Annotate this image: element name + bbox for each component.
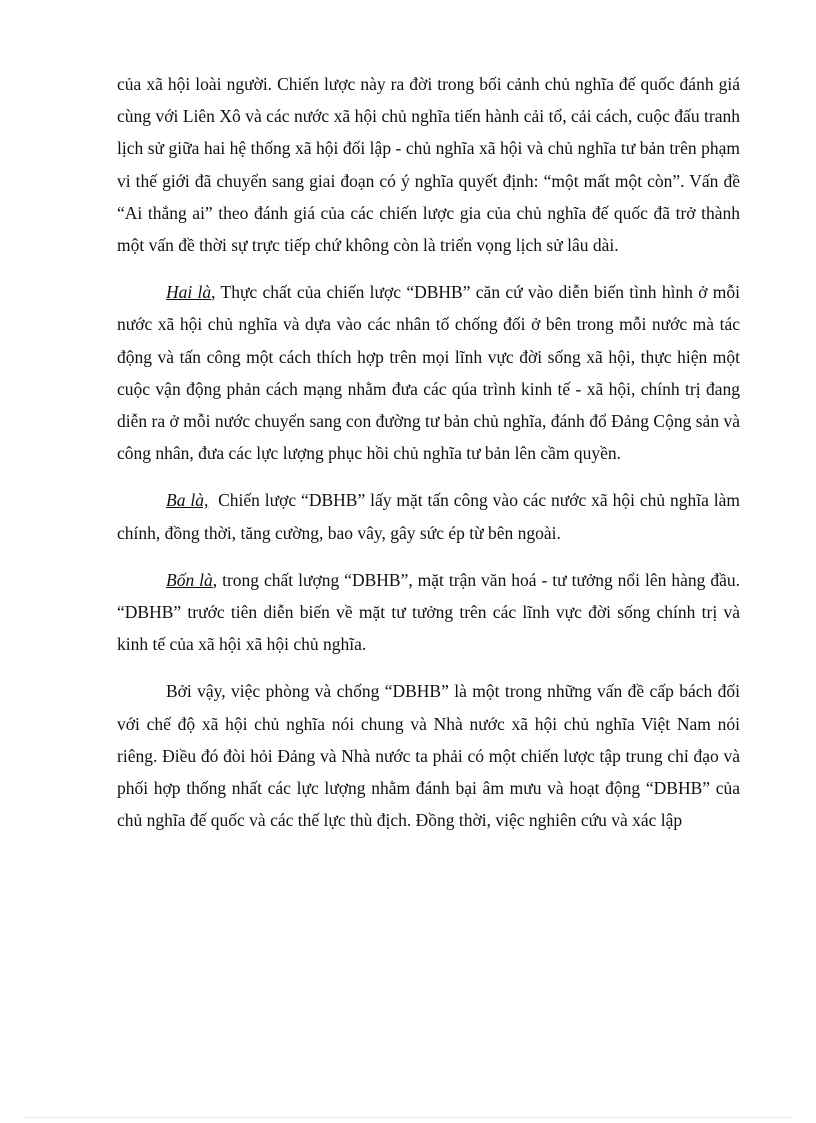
document-body: [117, 68, 745, 836]
paragraph-text: Chiến lược “DBHB” lấy mặt tấn công vào các nước xã hội chủ nghĩa làm chính, đồng thời, tăng cường, bao vây, gây sức ép từ bên ngoài.: [117, 490, 745, 543]
paragraph-lead: Bốn là: [166, 569, 213, 590]
paragraph-boi-vay: [117, 675, 740, 836]
paragraph-bon-la: [117, 564, 740, 661]
paragraph-ba-la: [117, 484, 745, 548]
paragraph-text: Bởi vậy, việc phòng và chống “DBHB” là một trong những vấn đề cấp bách đối với chế độ xã hội chủ nghĩa nói chung và Nhà nước xã hội chủ nghĩa Việt Nam nói riêng. Điều đó đòi hỏi Đảng và Nhà nước ta phải có một chiến lược tập trung chỉ đạo và phối hợp thống nhất các lực lượng nhằm đánh bại âm mưu và hoạt động “DBHB” của chủ nghĩa đế quốc và các thế lực thù địch. Đồng thời, việc nghiên cứu và xác lập: [117, 681, 740, 831]
paragraph-text: của xã hội loài người. Chiến lược này ra đời trong bối cảnh chủ nghĩa đế quốc đánh giá cùng với Liên Xô và các nước xã hội chủ nghĩa tiến hành cải tổ, cải cách, cuộc đấu tranh lịch sử giữa hai hệ thống xã hội đối lập - chủ nghĩa xã hội và chủ nghĩa tư bản trên phạm vi thế giới đã chuyển sang giai đoạn có ý nghĩa quyết định: “một mất một còn”. Vấn đề “Ai thắng ai” theo đánh giá của các chiến lược gia của chủ nghĩa đế quốc đã trở thành một vấn đề thời sự trực tiếp chứ không còn là triển vọng lịch sử lâu dài.: [117, 74, 740, 256]
paragraph-lead: Ba là,: [166, 490, 209, 511]
paragraph-continuation: [117, 68, 740, 261]
paragraph-hai-la: [117, 276, 740, 469]
paragraph-lead: Hai là: [166, 282, 212, 303]
paragraph-text: , trong chất lượng “DBHB”, mặt trận văn hoá - tư tưởng nổi lên hàng đầu. “DBHB” trước tiên diễn biến về mặt tư tưởng trên các lĩnh vực đời sống chính trị và kinh tế của xã hội xã hội chủ nghĩa.: [117, 569, 740, 655]
page-footer-divider: [25, 1117, 791, 1118]
paragraph-text: , Thực chất của chiến lược “DBHB” căn cứ vào diễn biến tình hình ở mỗi nước xã hội chủ nghĩa và dựa vào các nhân tố chống đối ở bên trong mỗi nước mà tác động và tấn công một cách thích hợp trên mọi lĩnh vực đời sống xã hội, thực hiện một cuộc vận động phản cách mạng nhằm đưa các qúa trình kinh tế - xã hội, chính trị đang diễn ra ở mỗi nước chuyển sang con đường tư bản chủ nghĩa, đánh đổ Đảng Cộng sản và công nhân, đưa các lực lượng phục hồi chủ nghĩa tư bản lên cầm quyền.: [117, 282, 740, 464]
